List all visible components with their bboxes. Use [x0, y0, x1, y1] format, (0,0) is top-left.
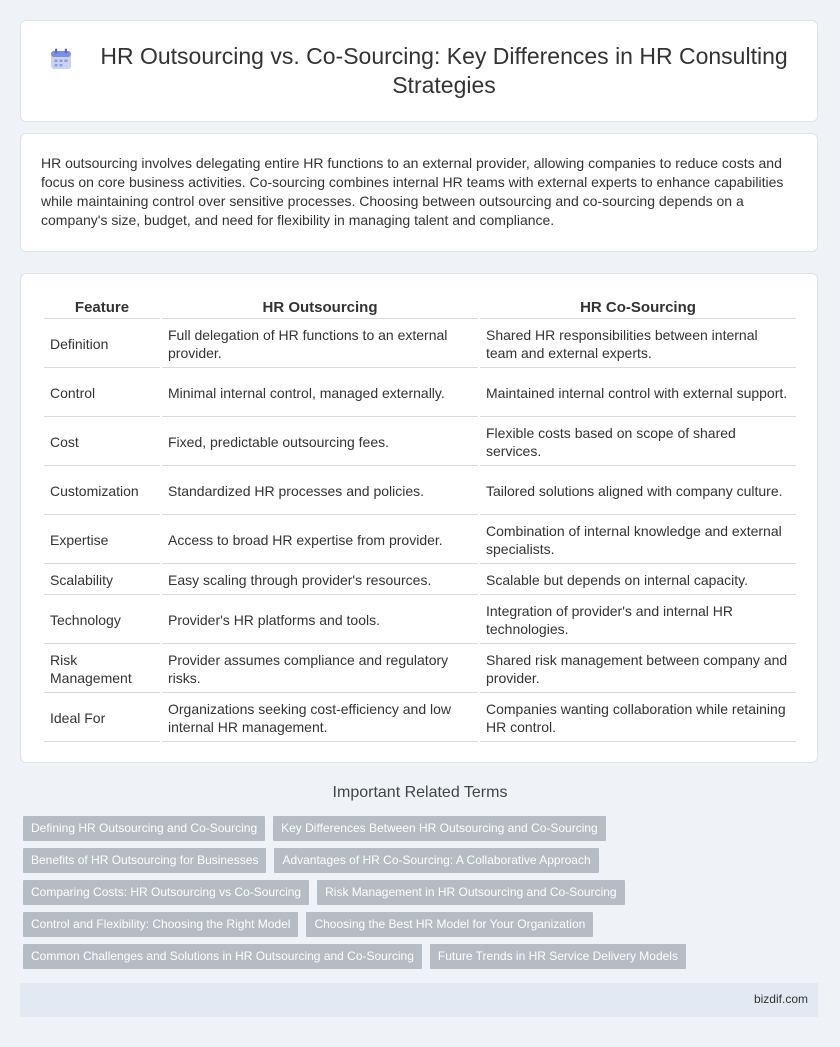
tag-row — [23, 912, 813, 937]
related-term-tag[interactable]: Benefits of HR Outsourcing for Businesses — [23, 848, 266, 873]
related-terms-title: Important Related Terms — [332, 784, 508, 801]
outsourcing-cell: Standardized HR processes and policies. — [162, 468, 478, 515]
table-row — [44, 646, 796, 693]
feature-cell: Definition — [44, 321, 160, 368]
table-row — [44, 370, 796, 417]
outsourcing-cell: Full delegation of HR functions to an external provider. — [162, 321, 478, 368]
related-term-tag[interactable]: Common Challenges and Solutions in HR Outsourcing and Co-Sourcing — [23, 944, 422, 969]
table-row — [44, 517, 796, 564]
outsourcing-cell: Fixed, predictable outsourcing fees. — [162, 419, 478, 466]
related-terms-list — [23, 816, 813, 976]
tag-row — [23, 848, 813, 873]
related-term-tag[interactable]: Future Trends in HR Service Delivery Models — [430, 944, 686, 969]
cosourcing-cell: Tailored solutions aligned with company culture. — [480, 468, 796, 515]
table-row — [44, 419, 796, 466]
cosourcing-cell: Combination of internal knowledge and external specialists. — [480, 517, 796, 564]
feature-cell: Technology — [44, 597, 160, 644]
cosourcing-cell: Scalable but depends on internal capacity. — [480, 566, 796, 595]
related-term-tag[interactable]: Choosing the Best HR Model for Your Organization — [306, 912, 593, 937]
related-term-tag[interactable]: Risk Management in HR Outsourcing and Co-Sourcing — [317, 880, 624, 905]
related-term-tag[interactable]: Control and Flexibility: Choosing the Right Model — [23, 912, 298, 937]
cosourcing-cell: Integration of provider's and internal HR technologies. — [480, 597, 796, 644]
cosourcing-cell: Flexible costs based on scope of shared services. — [480, 419, 796, 466]
table-row — [44, 321, 796, 368]
outsourcing-cell: Minimal internal control, managed externally. — [162, 370, 478, 417]
comparison-table — [42, 294, 798, 744]
page-title: HR Outsourcing vs. Co-Sourcing: Key Differences in HR Consulting Strategies — [100, 43, 788, 98]
feature-cell: Risk Management — [44, 646, 160, 693]
table-row — [44, 695, 796, 742]
tag-row — [23, 880, 813, 905]
table-header-row — [44, 296, 796, 319]
footer — [20, 983, 818, 1017]
header-cosourcing: HR Co-Sourcing — [480, 296, 796, 319]
feature-cell: Cost — [44, 419, 160, 466]
outsourcing-cell: Provider's HR platforms and tools. — [162, 597, 478, 644]
table-row — [44, 566, 796, 595]
related-term-tag[interactable]: Advantages of HR Co-Sourcing: A Collaborative Approach — [274, 848, 598, 873]
cosourcing-cell: Companies wanting collaboration while retaining HR control. — [480, 695, 796, 742]
table-row — [44, 468, 796, 515]
outsourcing-cell: Organizations seeking cost-efficiency and low internal HR management. — [162, 695, 478, 742]
tag-row — [23, 944, 813, 969]
footer-brand[interactable]: bizdif.com — [753, 992, 808, 1006]
outsourcing-cell: Easy scaling through provider's resources. — [162, 566, 478, 595]
intro-paragraph: HR outsourcing involves delegating entire HR functions to an external provider, allowing companies to reduce costs and focus on core business activities. Co-sourcing combines internal HR teams with external experts to enhance capabilities while maintaining control over sensitive processes. Choosing between outsourcing and co-sourcing depends on a company's size, budget, and need for flexibility in managing talent and compliance. — [41, 155, 784, 228]
table-row — [44, 597, 796, 644]
cosourcing-cell: Shared HR responsibilities between internal team and external experts. — [480, 321, 796, 368]
feature-cell: Expertise — [44, 517, 160, 564]
header-outsourcing: HR Outsourcing — [162, 296, 478, 319]
comparison-card — [20, 273, 818, 763]
intro-card — [20, 133, 818, 252]
related-term-tag[interactable]: Key Differences Between HR Outsourcing and Co-Sourcing — [273, 816, 606, 841]
feature-cell: Scalability — [44, 566, 160, 595]
cosourcing-cell: Shared risk management between company and provider. — [480, 646, 796, 693]
title-card — [20, 20, 818, 122]
outsourcing-cell: Provider assumes compliance and regulatory risks. — [162, 646, 478, 693]
feature-cell: Control — [44, 370, 160, 417]
header-feature: Feature — [44, 296, 160, 319]
related-term-tag[interactable]: Defining HR Outsourcing and Co-Sourcing — [23, 816, 265, 841]
tag-row — [23, 816, 813, 841]
related-term-tag[interactable]: Comparing Costs: HR Outsourcing vs Co-Sourcing — [23, 880, 309, 905]
feature-cell: Ideal For — [44, 695, 160, 742]
outsourcing-cell: Access to broad HR expertise from provider. — [162, 517, 478, 564]
feature-cell: Customization — [44, 468, 160, 515]
cosourcing-cell: Maintained internal control with external support. — [480, 370, 796, 417]
